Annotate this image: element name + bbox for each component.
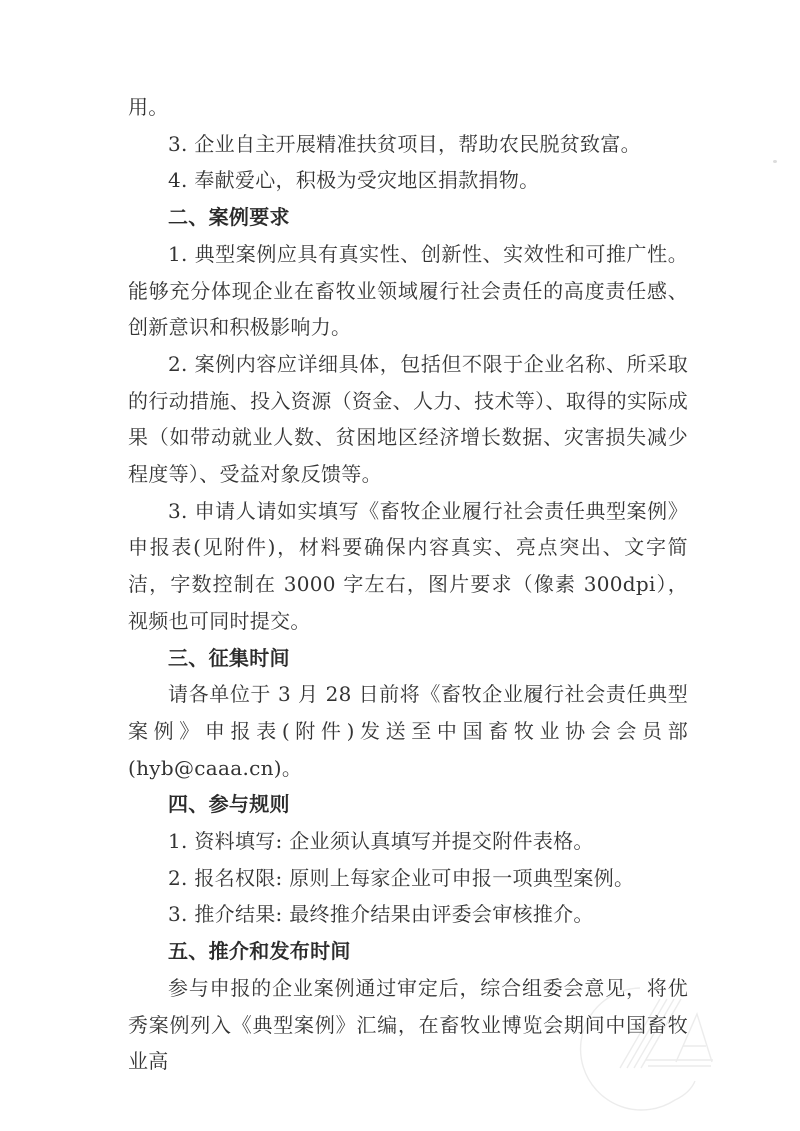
- paragraph: 3. 申请人请如实填写《畜牧企业履行社会责任典型案例》申报表(见附件)，材料要确保内容真实、亮点突出、文字简洁，字数控制在 3000 字左右，图片要求（像素 300dpi），视频也可同时提交。: [128, 498, 688, 633]
- paragraph: 用。: [128, 95, 169, 119]
- paragraph: 2. 报名权限: 原则上每家企业可申报一项典型案例。: [168, 865, 635, 890]
- paragraph: 2. 案例内容应详细具体，包括但不限于企业名称、所采取的行动措施、投入资源（资金、人力、技术等）、取得的实际成果（如带动就业人数、贫困地区经济增长数据、灾害损失减少程度等）、受益对象反馈等。: [128, 351, 688, 487]
- document-body: [128, 89, 688, 1080]
- paragraph: 1. 典型案例应具有真实性、创新性、实效性和可推广性。能够充分体现企业在畜牧业领域履行社会责任的高度责任感、创新意识和积极影响力。: [128, 241, 688, 340]
- paragraph: 3. 企业自主开展精准扶贫项目，帮助农民脱贫致富。: [168, 131, 641, 156]
- section-heading: 二、案例要求: [168, 205, 290, 230]
- section-heading: 三、征集时间: [168, 645, 290, 670]
- paragraph: 4. 奉献爱心，积极为受灾地区捐款捐物。: [168, 168, 540, 193]
- paragraph: 请各单位于 3 月 28 日前将《畜牧企业履行社会责任典型案例》申报表(附件)发送至中国畜牧业协会会员部(hyb@caaa.cn)。: [128, 682, 688, 780]
- paragraph: 3. 推介结果: 最终推介结果由评委会审核推介。: [168, 902, 594, 927]
- section-heading: 五、推介和发布时间: [168, 939, 351, 964]
- paragraph: 参与申报的企业案例通过审定后，综合组委会意见，将优秀案例列入《典型案例》汇编，在畜牧业博览会期间中国畜牧业高: [128, 975, 688, 1074]
- dust-speck: [773, 160, 777, 163]
- section-heading: 四、参与规则: [168, 792, 290, 817]
- paragraph: 1. 资料填写: 企业须认真填写并提交附件表格。: [168, 829, 594, 854]
